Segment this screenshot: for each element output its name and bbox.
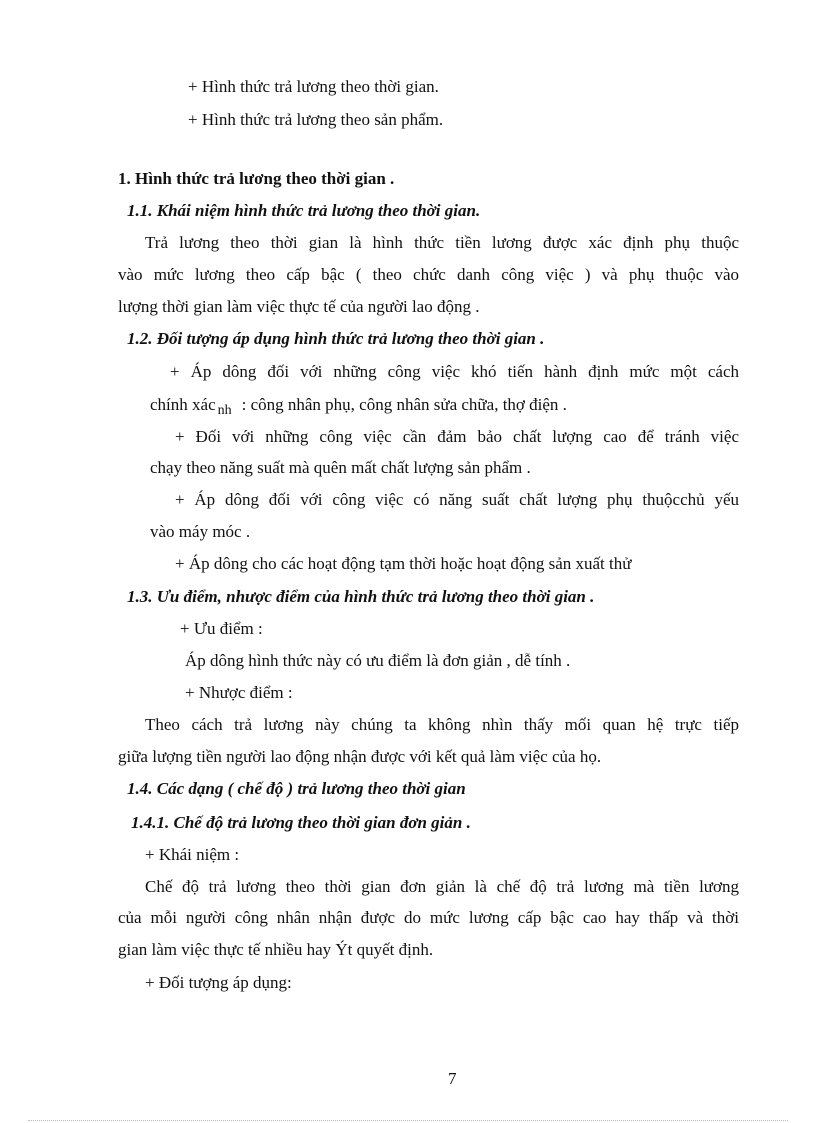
paragraph-6-line-2: giữa lượng tiền người lao động nhận được với kết quả làm việc của họ. [118, 747, 602, 766]
paragraph-5: + Áp dông cho các hoạt động tạm thời hoặc hoạt động sản xuất thử [175, 554, 632, 573]
page-number: 7 [448, 1069, 457, 1088]
disadvantages-label: + Nhược điểm : [185, 683, 293, 702]
concept-label: + Khái niệm : [145, 845, 240, 864]
advantages-label: + Ưu điểm : [180, 619, 263, 638]
heading-1-4: 1.4. Các dạng ( chế độ ) trả lương theo thời gian [127, 779, 466, 798]
paragraph-1-line-1: Trả lương theo thời gian là hình thức tiền lương được xác định phụ thuộc [145, 233, 739, 252]
advantages-text: Áp dông hình thức này có ưu điểm là đơn giản , dễ tính . [185, 651, 571, 670]
paragraph-2-subscript: nh [217, 403, 232, 418]
heading-1: 1. Hình thức trả lương theo thời gian . [118, 169, 395, 188]
paragraph-7-line-3: gian làm việc thực tế nhiều hay Ýt quyết định. [118, 940, 434, 959]
paragraph-2-line-1: + Áp dông đối với những công việc khó tiến hành định mức một cách [170, 362, 739, 381]
paragraph-7-line-1: Chế độ trả lương theo thời gian đơn giản là chế độ trả lương mà tiền lương [145, 877, 739, 896]
paragraph-2-prefix: chính xác [150, 395, 216, 414]
bullet-product-based: + Hình thức trả lương theo sản phẩm. [188, 110, 444, 129]
heading-1-1: 1.1. Khái niệm hình thức trả lương theo thời gian. [127, 201, 481, 220]
paragraph-2-line-2 [150, 394, 567, 418]
heading-1-2: 1.2. Đối tượng áp dụng hình thức trả lương theo thời gian . [127, 329, 545, 348]
page-bottom-divider [28, 1120, 788, 1121]
paragraph-1-line-2: vào mức lương theo cấp bậc ( theo chức danh công việc ) và phụ thuộc vào [118, 265, 739, 284]
paragraph-4-line-1: + Áp dông đối với công việc có năng suất chất lượng phụ thuộcchủ yếu [175, 490, 739, 509]
paragraph-1-line-3: lượng thời gian làm việc thực tế của người lao động . [118, 297, 480, 316]
target-label: + Đối tượng áp dụng: [145, 973, 292, 992]
paragraph-3-line-2: chạy theo năng suất mà quên mất chất lượng sản phẩm . [150, 458, 531, 477]
paragraph-4-line-2: vào máy móc . [150, 522, 251, 541]
paragraph-2-suffix: : công nhân phụ, công nhân sửa chữa, thợ điện . [241, 395, 567, 414]
paragraph-7-line-2: của mỗi người công nhân nhận được do mức lương cấp bậc cao hay thấp và thời [118, 908, 739, 927]
paragraph-3-line-1: + Đối với những công việc cần đảm bảo chất lượng cao để tránh việc [175, 427, 739, 446]
heading-1-3: 1.3. Ưu điểm, nhược điểm của hình thức trả lương theo thời gian . [127, 587, 595, 606]
paragraph-6-line-1: Theo cách trả lương này chúng ta không nhìn thấy mối quan hệ trực tiếp [145, 715, 739, 734]
heading-1-4-1: 1.4.1. Chế độ trả lương theo thời gian đơn giản . [131, 813, 471, 832]
bullet-time-based: + Hình thức trả lương theo thời gian. [188, 77, 439, 96]
